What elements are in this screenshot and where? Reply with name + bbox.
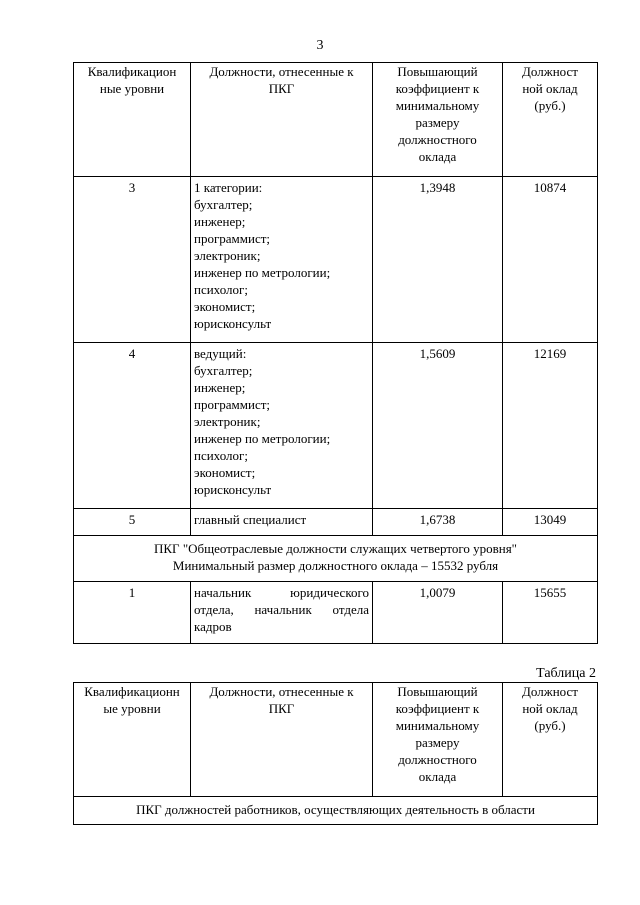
salary-value: 12169 (503, 343, 598, 509)
header-coefficient: Повышающий коэффициент к минимальному размеру должностного оклада (373, 63, 503, 177)
salary-table-1 (73, 62, 598, 644)
qualification-level: 3 (74, 177, 191, 343)
header-salary: Должност ной оклад (руб.) (503, 683, 598, 797)
table-row (74, 509, 598, 536)
positions-cell: главный специалист (191, 509, 373, 536)
header-coefficient: Повышающий коэффициент к минимальному размеру должностного оклада (373, 683, 503, 797)
salary-table-2 (73, 682, 598, 825)
header-qualification-level: Квалификационн ые уровни (74, 683, 191, 797)
coefficient-value: 1,5609 (373, 343, 503, 509)
coefficient-value: 1,0079 (373, 582, 503, 644)
qualification-level: 4 (74, 343, 191, 509)
table-2-caption: Таблица 2 (536, 666, 596, 681)
header-qualification-level: Квалификацион ные уровни (74, 63, 191, 177)
table-row (74, 582, 598, 644)
header-salary: Должност ной оклад (руб.) (503, 63, 598, 177)
section-header (74, 797, 598, 825)
table-header-row (74, 63, 598, 177)
salary-value: 15655 (503, 582, 598, 644)
positions-cell: ведущий: бухгалтер; инженер; программист; электроник; инженер по метрологии; психолог; экономист; юрисконсульт (191, 343, 373, 509)
positions-cell: начальник юридического отдела, начальник отдела кадров (191, 582, 373, 644)
table-header-row (74, 683, 598, 797)
salary-value: 10874 (503, 177, 598, 343)
section-header-row (74, 797, 598, 825)
table-row (74, 343, 598, 509)
section-title: ПКГ "Общеотраслевые должности служащих четвертого уровня" (154, 541, 517, 556)
section-header-row (74, 536, 598, 582)
header-positions: Должности, отнесенные к ПКГ (191, 63, 373, 177)
salary-value: 13049 (503, 509, 598, 536)
coefficient-value: 1,3948 (373, 177, 503, 343)
header-positions: Должности, отнесенные к ПКГ (191, 683, 373, 797)
section-header (74, 536, 598, 582)
qualification-level: 5 (74, 509, 191, 536)
section-title: ПКГ должностей работников, осуществляющих деятельность в области (136, 802, 535, 817)
table-row (74, 177, 598, 343)
section-subtitle: Минимальный размер должностного оклада – 15532 рубля (172, 558, 499, 573)
positions-cell: 1 категории: бухгалтер; инженер; программист; электроник; инженер по метрологии; психолог; экономист; юрисконсульт (191, 177, 373, 343)
qualification-level: 1 (74, 582, 191, 644)
coefficient-value: 1,6738 (373, 509, 503, 536)
page-number: 3 (316, 38, 324, 53)
